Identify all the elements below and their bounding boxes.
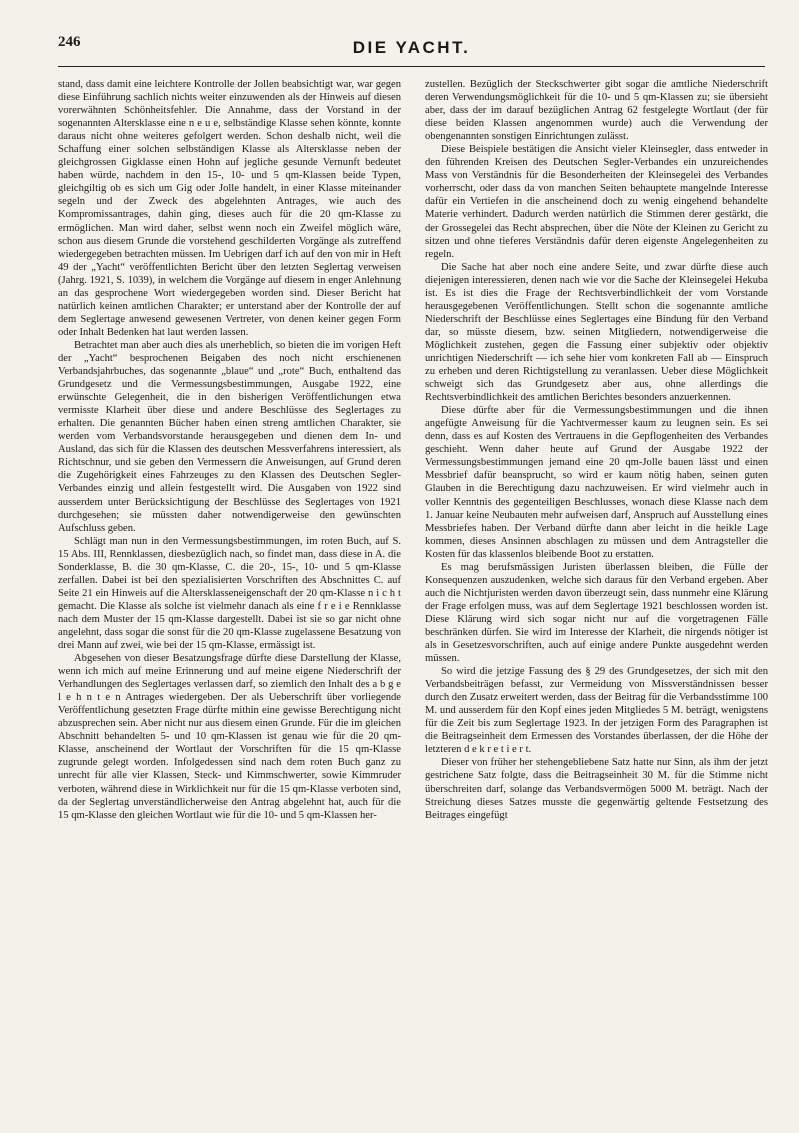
paragraph: Diese Beispiele bestätigen die Ansicht vieler Kleinsegler, dass entweder in den führenden Kreisen des Deutschen Segler-Verbandes ein unzureichendes Mass von Verständnis für die Besonderheiten der Kleinsegelei des Verbandes vorherrscht, oder dass da von manchen Seiten behauptete mangelnde Interesse dafür ein Vertiefen in die anscheinend doch zu wenig eingehend behandelte Materie verhindert. Dadurch werden natürlich die Stimmen derer gestärkt, die der Grossegelei das Recht absprechen, über die Nöte der Kleinen zu Gericht zu sitzen und ohne tieferes Verständnis dafür deren eigenste Angelegenheiten zu regeln. xyxy=(425,144,768,260)
paragraph: Betrachtet man aber auch dies als unerheblich, so bieten die im vorigen Heft der „Yacht“ besprochenen Beigaben des noch nicht erschienenen Verbandsjahrbuches, das sogenannte „blaue“ und „rote“ Buch, enthaltend das Grundgesetz und die Vermessungsbestimmungen, Ausgabe 1922, eine erwünschte Gelegenheit, die in den bisherigen Veröffentlichungen etwa vermisste Klarheit über diese und andere Beschlüsse des Seglertages zu erhalten. Die genannten Bücher haben einen streng amtlichen Charakter, sie werden vom Verbandsvorstande herausgegeben und dienen dem In- und Ausland, das sich für die Klassen des deutschen Messverfahrens interessiert, als Richtschnur, und sie geben den Vermessern die Anweisungen, auf Grund deren die Zugehörigkeit eines Fahrzeuges zu den Klassen des Deutschen Segler-Verbandes einzig und allein festgestellt wird. Die Ausgaben von 1922 sind ausserdem unter Berücksichtigung der Beschlüsse des Seglertages von 1921 durchgesehen; sie müssten daher notwendigerweise den gewünschten Aufschluss geben. xyxy=(58,339,401,534)
page-header xyxy=(58,30,765,67)
right-column xyxy=(425,78,768,1118)
paragraph: Diese dürfte aber für die Vermessungsbestimmungen und die ihnen angefügte Anweisung für die Yachtvermesser kaum zu leugnen sein. Es sei denn, dass es auf Kosten des Vertrauens in die Gepflogenheiten des Verbandes geschieht. Wenn daher heute auf Grund der Ausgabe 1922 der Vermessungsbestimmungen jemand eine 20 qm-Jolle bauen lässt und einen Messbrief dafür beansprucht, so wird er kaum nötig haben, seinen guten Glauben in die Berechtigung dazu nachzuweisen. Er wird vielmehr auch in voller Kenntnis des gegenteiligen Beschlusses, wonach diese Klasse nach dem 1. Januar keine Neubauten mehr aufweisen darf, Anspruch auf Ausstellung eines Messbriefes haben. Der Verband dürfte dann aber leicht in die heikle Lage kommen, dieses Ansinnen abschlagen zu müssen und dem Antragsteller die Kosten für das klassenlos bleibende Boot zu erstatten. xyxy=(425,405,768,560)
text-columns xyxy=(58,78,768,1118)
paragraph: Dieser von früher her stehengebliebene Satz hatte nur Sinn, als ihm der jetzt gestrichene Satz folgte, dass die Beitragseinheit 30 M. für die Stimme nicht überschreiten darf, solange das Verbandsvermögen 5000 M. beträgt. Nach der Streichung dieses Satzes musste die gegenwärtig geltende Festsetzung des Beitrages eingefügt xyxy=(425,757,768,821)
paragraph: Schlägt man nun in den Vermessungsbestimmungen, im roten Buch, auf S. 15 Abs. III, Rennklassen, diesbezüglich nach, so findet man, dass diese in A. die Sonderklasse, B. die 30 qm-Klasse, C. die 20-, 15-, 10- und 5 qm-Klasse zerfallen. Dabei ist bei den spezialisierten Vorschriften des Abschnittes C. auf Seite 21 ein Hinweis auf die Altersklasseneigenschaft der 20 qm-Klasse n i c h t gemacht. Die Klasse als solche ist vielmehr danach als eine f r e i e Rennklasse nach dem Muster der 15 qm-Klasse dargestellt. Dabei ist sie so gar nicht ohne angelehnt, dass sogar die sonst für die 20 qm-Klasse zugelassene Besatzung von drei Mann auf zwei, wie bei der 15 qm-Klasse, ermässigt ist. xyxy=(58,535,401,652)
paragraph: Abgesehen von dieser Besatzungsfrage dürfte diese Darstellung der Klasse, wenn ich mich auf meine Erinnerung und auf meine eigene Niederschrift der Verhandlungen des Seglertages verlassen darf, so ziemlich den Inhalt des a b g e l e h n t e n Antrages wiedergeben. Der als Ueberschrift über vorliegende Veröffentlichung gesetzten Frage dürfte mithin eine gewisse Berechtigung nicht abzusprechen sein. Aber nicht nur aus diesem einen Grunde. Für die im gleichen Abschnitt behandelten 5- und 10 qm-Klassen ist genau wie für die 20 qm-Klasse, anscheinend der Wortlaut der Vorschriften für die 15 qm-Klasse zugrunde gelegt worden. Infolgedessen sind nach dem roten Buch ganz zu unrecht für alle vier Klassen, Steck- und Kimmschwerter, sowie Kimmruder verboten, während diese in Wirklichkeit nur für die 15 qm-Klasse verboten sind, da der Seglertag unverständlicherweise den Antrag abgelehnt hat, auch für die 15 qm-Klasse den gleichen Wortlaut wie für die 10- und 5 qm-Klassen her- xyxy=(58,653,401,821)
paragraph: Die Sache hat aber noch eine andere Seite, und zwar dürfte diese auch diejenigen interessieren, denen nach wie vor die Sache der Kleinsegelei Hekuba ist. Es ist dies die Frage der Rechtsverbindlichkeit der vom Vorstande herausgegebenen Veröffentlichungen. Stellt schon die sogenannte amtliche Niederschrift der Beschlüsse eines Seglertages eine Bindung für den Verband dar, so müsste diesem, bzw. seinen Mitgliedern, notwendigerweise die Möglichkeit zustehen, gegen die Fassung einer subjektiv oder objektiv unrichtigen Niederschrift — ich sehe hier vom konkreten Fall ab — Einspruch zu erheben und deren Richtigstellung zu veranlassen. Ueber diese Möglichkeit schweigt sich das Grundgesetz aber aus, ohne allerdings die Rechtsverbindlichkeit des amtlichen Berichtes besonders anzuerkennen. xyxy=(425,261,768,404)
paragraph: Es mag berufsmässigen Juristen überlassen bleiben, die Fülle der Konsequenzen auszudenken, welche sich daraus für den Verband ergeben. Aber auch die Nichtjuristen werden davon überzeugt sein, dass nunmehr eine Klärung der Frage erfolgen muss, was auf dem Seglertage 1921 beschlossen worden ist. Diese Klärung wird sich sogar nicht nur auf die vorgetragenen Fälle beschränken dürfen. Sie wird im Interesse der Klarheit, die nirgends nötiger ist als in Gesetzesvorschriften, auch auf einige andere Punkte ausgedehnt werden müssen. xyxy=(425,561,768,665)
page-number: 246 xyxy=(58,34,81,50)
paragraph: So wird die jetzige Fassung des § 29 des Grundgesetzes, der sich mit den Verbandsbeiträgen befasst, zur Vermeidung von Missverständnissen besser durch den Zusatz erweitert werden, dass der Beitrag für die Verbandsstimme 100 M. und ausserdem für den Kopf eines jeden Mitgliedes 5 M. beträgt, wenigstens für die Zeit bis zum Seglertage 1923. In der jetzigen Form des Paragraphen ist die Beitragseinheit dem Ermessen des Vorstandes überlassen, der die Höhe der letzteren d e k r e t i e r t. xyxy=(425,666,768,756)
journal-title: DIE YACHT. xyxy=(352,38,471,57)
paragraph: stand, dass damit eine leichtere Kontrolle der Jollen beabsichtigt war, war gegen diese Einführung sachlich nichts weiter einzuwenden als der Hinweis auf diesen vorerwähnten Schönheitsfehler. Die Annahme, dass der Vorstand in der sogenannten Altersklasse eine n e u e, selbständige Klasse sehen könnte, konnte daraus nicht ohne weiteres gefolgert werden. Schon deshalb nicht, weil die Schaffung einer solchen selbständigen Klasse als Altersklasse neben der gleichgrossen Gigklasse einen Hohn auf jegliche gesunde Vernunft bedeutet haben würde, nachdem in den 15-, 10- und 5 qm-Klassen beide Typen, gleichgiltig ob es sich um Gig oder Jolle handelt, in einer Klasse miteinander segeln und der Zweck des abgelehnten Antrages, wie auch des Kompromissantrages, dahin ging, dieses auch für die 20 qm-Klasse zu ermöglichen. Man wird daher, selbst wenn noch ein Zweifel möglich wäre, schon aus diesem Grunde die vorstehend geschilderten Vorgänge als zutreffend wiedergegeben betrachten müssen. Im Uebrigen darf ich auf den von mir in Heft 49 der „Yacht“ veröffentlichten Bericht über den letzten Seglertag verweisen (Jahrg. 1921, S. 1039), in welchem die Vorgänge auf diesem in enger Anlehnung an das gesprochene Wort wiedergegeben worden sind. Dieser Bericht hat natürlich keinen amtlichen Charakter; er unterstand aber der Kontrolle der auf dem Seglertage anwesend gewesenen Vertreter, von denen keiner gegen Form oder Inhalt Bedenken hat laut werden lassen. xyxy=(58,79,401,338)
left-column xyxy=(58,78,401,1118)
paragraph: zustellen. Bezüglich der Steckschwerter gibt sogar die amtliche Niederschrift deren Verwendungsmöglichkeit für die 10- und 5 qm-Klassen zu; sie übersieht aber, dass der im darauf bezüglichen Antrag 62 festgelegte Wortlaut (der für diese beiden Klassen angenommen wurde) auch die Verwendung der obengenannten sonstigen Einrichtungen zulässt. xyxy=(425,79,768,143)
